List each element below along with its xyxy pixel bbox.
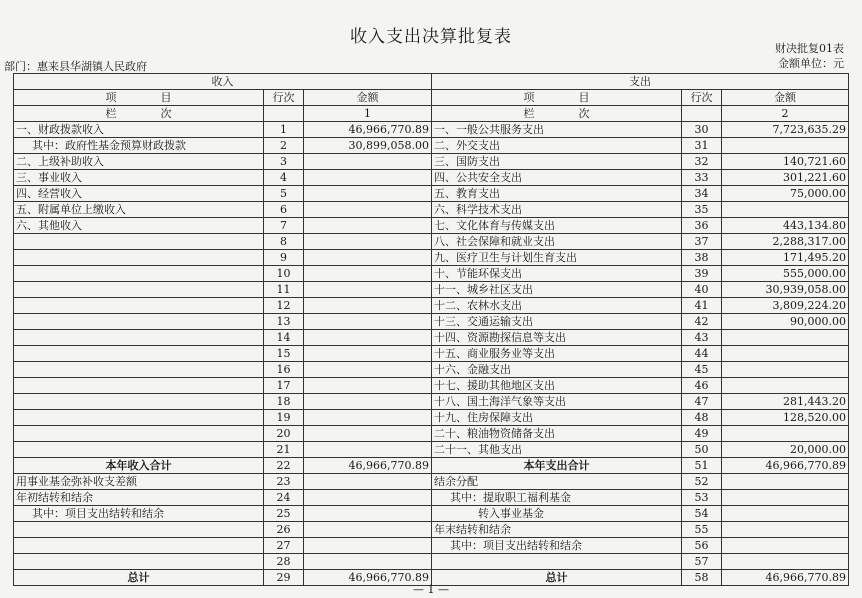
expense-row-no-cell: 55 [682, 522, 722, 538]
table-row [14, 234, 849, 250]
expense-row-no-cell: 33 [682, 170, 722, 186]
expense-amount-cell: 75,000.00 [722, 186, 849, 202]
income-row-no-cell: 7 [264, 218, 304, 234]
expense-item-cell: 十二、农林水支出 [432, 298, 682, 314]
income-amount-cell [304, 426, 432, 442]
income-row-no-cell: 4 [264, 170, 304, 186]
income-row-no-cell: 22 [264, 458, 304, 474]
expense-row-no-cell: 41 [682, 298, 722, 314]
expense-row-no-cell: 40 [682, 282, 722, 298]
expense-item-cell: 四、公共安全支出 [432, 170, 682, 186]
expense-amount-cell [722, 378, 849, 394]
income-item-cell [14, 410, 264, 426]
expense-amount-cell: 90,000.00 [722, 314, 849, 330]
table-section-header-row [14, 74, 849, 90]
income-row-no-cell: 10 [264, 266, 304, 282]
expense-amount-cell: 555,000.00 [722, 266, 849, 282]
income-row-no-cell: 6 [264, 202, 304, 218]
income-amount-cell [304, 314, 432, 330]
expense-lanci-label: 栏 次 [432, 106, 682, 122]
expense-item-cell: 二、外交支出 [432, 138, 682, 154]
expense-amount-header: 金额 [722, 90, 849, 106]
form-number: 财决批复01表 [775, 42, 844, 55]
income-amount-cell [304, 378, 432, 394]
income-lanci-label: 栏 次 [14, 106, 264, 122]
income-item-cell [14, 266, 264, 282]
expense-row-no-cell: 44 [682, 346, 722, 362]
table-column-header-row [14, 90, 849, 106]
income-amount-cell [304, 250, 432, 266]
expense-row-no-cell: 45 [682, 362, 722, 378]
table-column-index-row [14, 106, 849, 122]
expense-row-no-cell: 57 [682, 554, 722, 570]
income-row-no-cell: 13 [264, 314, 304, 330]
income-row-no-cell: 25 [264, 506, 304, 522]
table-row [14, 282, 849, 298]
expense-row-no-cell: 32 [682, 154, 722, 170]
income-row-no-cell: 8 [264, 234, 304, 250]
expense-item-cell: 年末结转和结余 [432, 522, 682, 538]
income-amount-cell [304, 202, 432, 218]
income-row-no-cell: 9 [264, 250, 304, 266]
expense-column-number: 2 [722, 106, 849, 122]
income-row-no-cell: 17 [264, 378, 304, 394]
expense-amount-cell [722, 362, 849, 378]
income-row-no-cell: 28 [264, 554, 304, 570]
income-amount-cell [304, 218, 432, 234]
expense-row-no-cell: 50 [682, 442, 722, 458]
expense-amount-cell: 3,809,224.20 [722, 298, 849, 314]
income-row-no-cell: 2 [264, 138, 304, 154]
expense-amount-cell [722, 426, 849, 442]
income-item-cell [14, 522, 264, 538]
expense-item-cell: 二十、粮油物资储备支出 [432, 426, 682, 442]
expense-row-no-cell: 36 [682, 218, 722, 234]
expense-item-cell: 八、社会保障和就业支出 [432, 234, 682, 250]
income-item-cell [14, 346, 264, 362]
income-amount-cell [304, 490, 432, 506]
expense-lanci-blank [682, 106, 722, 122]
income-row-no-cell: 26 [264, 522, 304, 538]
income-amount-cell [304, 234, 432, 250]
table-row [14, 378, 849, 394]
income-row-no-cell: 19 [264, 410, 304, 426]
income-item-cell: 用事业基金弥补收支差额 [14, 474, 264, 490]
expense-row-no-cell: 31 [682, 138, 722, 154]
expense-item-cell: 转入事业基金 [432, 506, 682, 522]
expense-amount-cell: 30,939,058.00 [722, 282, 849, 298]
income-amount-cell [304, 186, 432, 202]
expense-amount-cell [722, 202, 849, 218]
income-row-no-cell: 1 [264, 122, 304, 138]
expense-header: 支出 [432, 74, 849, 90]
table-row [14, 186, 849, 202]
income-item-cell: 其中：政府性基金预算财政拨款 [14, 138, 264, 154]
expense-item-cell: 九、医疗卫生与计划生育支出 [432, 250, 682, 266]
income-item-cell: 年初结转和结余 [14, 490, 264, 506]
table-row [14, 122, 849, 138]
income-item-cell [14, 554, 264, 570]
expense-row-no-cell: 51 [682, 458, 722, 474]
income-item-cell [14, 362, 264, 378]
income-row-no-header: 行次 [264, 90, 304, 106]
expense-row-no-cell: 37 [682, 234, 722, 250]
expense-amount-cell [722, 346, 849, 362]
table-row [14, 426, 849, 442]
income-item-cell [14, 250, 264, 266]
table-row [14, 442, 849, 458]
income-item-cell: 四、经营收入 [14, 186, 264, 202]
expense-item-cell: 十、节能环保支出 [432, 266, 682, 282]
expense-amount-cell: 7,723,635.29 [722, 122, 849, 138]
income-amount-cell [304, 266, 432, 282]
expense-amount-cell [722, 474, 849, 490]
table-row [14, 362, 849, 378]
income-row-no-cell: 18 [264, 394, 304, 410]
table-body [14, 122, 849, 586]
table-row [14, 474, 849, 490]
income-item-cell: 一、财政拨款收入 [14, 122, 264, 138]
income-item-cell: 总计 [14, 570, 264, 586]
expense-item-cell: 十八、国土海洋气象等支出 [432, 394, 682, 410]
expense-row-no-cell: 49 [682, 426, 722, 442]
expense-amount-cell: 2,288,317.00 [722, 234, 849, 250]
table-row [14, 522, 849, 538]
income-item-cell: 二、上级补助收入 [14, 154, 264, 170]
expense-amount-cell: 46,966,770.89 [722, 458, 849, 474]
table-row [14, 202, 849, 218]
expense-amount-cell [722, 506, 849, 522]
expense-item-cell: 其中：项目支出结转和结余 [432, 538, 682, 554]
expense-item-cell [432, 554, 682, 570]
expense-amount-cell [722, 490, 849, 506]
table-row [14, 458, 849, 474]
page-title: 收入支出决算批复表 [350, 27, 512, 47]
income-amount-cell: 46,966,770.89 [304, 122, 432, 138]
table-row [14, 154, 849, 170]
income-amount-cell [304, 538, 432, 554]
expense-row-no-cell: 34 [682, 186, 722, 202]
expense-amount-cell: 443,134.80 [722, 218, 849, 234]
income-lanci-blank [264, 106, 304, 122]
page-number: — 1 — [413, 583, 449, 596]
expense-amount-cell: 140,721.60 [722, 154, 849, 170]
expense-amount-cell [722, 538, 849, 554]
income-row-no-cell: 21 [264, 442, 304, 458]
table-row [14, 330, 849, 346]
income-item-cell [14, 298, 264, 314]
table-row [14, 394, 849, 410]
expense-row-no-header: 行次 [682, 90, 722, 106]
expense-row-no-cell: 39 [682, 266, 722, 282]
expense-item-cell: 十九、住房保障支出 [432, 410, 682, 426]
table-row [14, 490, 849, 506]
income-item-cell [14, 538, 264, 554]
income-amount-header: 金额 [304, 90, 432, 106]
income-amount-cell [304, 346, 432, 362]
expense-item-cell: 一、一般公共服务支出 [432, 122, 682, 138]
expense-row-no-cell: 43 [682, 330, 722, 346]
income-row-no-cell: 23 [264, 474, 304, 490]
income-row-no-cell: 14 [264, 330, 304, 346]
income-item-header: 项 目 [14, 90, 264, 106]
table-row [14, 314, 849, 330]
expense-row-no-cell: 52 [682, 474, 722, 490]
department-label: 部门：惠来县华湖镇人民政府 [4, 60, 147, 73]
income-row-no-cell: 29 [264, 570, 304, 586]
expense-amount-cell: 128,520.00 [722, 410, 849, 426]
income-amount-cell [304, 506, 432, 522]
income-item-cell [14, 442, 264, 458]
income-row-no-cell: 16 [264, 362, 304, 378]
income-header: 收入 [14, 74, 432, 90]
expense-row-no-cell: 54 [682, 506, 722, 522]
expense-item-cell: 十三、交通运输支出 [432, 314, 682, 330]
income-item-cell [14, 234, 264, 250]
table-row [14, 554, 849, 570]
income-row-no-cell: 24 [264, 490, 304, 506]
income-item-cell [14, 378, 264, 394]
income-row-no-cell: 3 [264, 154, 304, 170]
income-row-no-cell: 20 [264, 426, 304, 442]
income-item-cell: 本年收入合计 [14, 458, 264, 474]
income-amount-cell [304, 442, 432, 458]
table-row [14, 506, 849, 522]
expense-item-cell: 本年支出合计 [432, 458, 682, 474]
expense-amount-cell [722, 138, 849, 154]
table-row [14, 410, 849, 426]
expense-item-cell: 十四、资源勘探信息等支出 [432, 330, 682, 346]
expense-item-cell: 其中：提取职工福利基金 [432, 490, 682, 506]
expense-amount-cell [722, 330, 849, 346]
expense-amount-cell: 46,966,770.89 [722, 570, 849, 586]
income-item-cell [14, 330, 264, 346]
income-item-cell: 六、其他收入 [14, 218, 264, 234]
expense-item-cell: 结余分配 [432, 474, 682, 490]
expense-row-no-cell: 46 [682, 378, 722, 394]
income-amount-cell [304, 282, 432, 298]
expense-item-cell: 十七、援助其他地区支出 [432, 378, 682, 394]
income-item-cell [14, 426, 264, 442]
income-item-cell [14, 282, 264, 298]
expense-amount-cell [722, 554, 849, 570]
expense-amount-cell: 301,221.60 [722, 170, 849, 186]
table-row [14, 298, 849, 314]
income-item-cell [14, 394, 264, 410]
income-row-no-cell: 5 [264, 186, 304, 202]
expense-row-no-cell: 47 [682, 394, 722, 410]
expense-amount-cell: 171,495.20 [722, 250, 849, 266]
expense-row-no-cell: 35 [682, 202, 722, 218]
income-amount-cell [304, 362, 432, 378]
table-row [14, 138, 849, 154]
income-amount-cell [304, 410, 432, 426]
expense-row-no-cell: 30 [682, 122, 722, 138]
expense-item-cell: 五、教育支出 [432, 186, 682, 202]
expense-amount-cell: 20,000.00 [722, 442, 849, 458]
expense-amount-cell [722, 522, 849, 538]
income-row-no-cell: 11 [264, 282, 304, 298]
budget-table [13, 73, 849, 586]
income-amount-cell [304, 474, 432, 490]
table-row [14, 538, 849, 554]
expense-row-no-cell: 38 [682, 250, 722, 266]
income-amount-cell: 46,966,770.89 [304, 570, 432, 586]
income-row-no-cell: 12 [264, 298, 304, 314]
expense-item-cell: 六、科学技术支出 [432, 202, 682, 218]
amount-unit: 金额单位：元 [778, 57, 844, 70]
expense-item-header: 项 目 [432, 90, 682, 106]
expense-row-no-cell: 58 [682, 570, 722, 586]
income-row-no-cell: 15 [264, 346, 304, 362]
income-amount-cell: 30,899,058.00 [304, 138, 432, 154]
income-item-cell: 三、事业收入 [14, 170, 264, 186]
expense-amount-cell: 281,443.20 [722, 394, 849, 410]
expense-item-cell: 十六、金融支出 [432, 362, 682, 378]
table-row [14, 346, 849, 362]
income-amount-cell [304, 522, 432, 538]
expense-item-cell: 十一、城乡社区支出 [432, 282, 682, 298]
table-row [14, 170, 849, 186]
income-item-cell: 其中：项目支出结转和结余 [14, 506, 264, 522]
income-amount-cell [304, 170, 432, 186]
income-amount-cell [304, 154, 432, 170]
expense-item-cell: 七、文化体育与传媒支出 [432, 218, 682, 234]
income-amount-cell [304, 394, 432, 410]
expense-item-cell: 总计 [432, 570, 682, 586]
table-row [14, 218, 849, 234]
income-column-number: 1 [304, 106, 432, 122]
expense-item-cell: 十五、商业服务业等支出 [432, 346, 682, 362]
expense-row-no-cell: 48 [682, 410, 722, 426]
income-item-cell: 五、附属单位上缴收入 [14, 202, 264, 218]
table-row [14, 250, 849, 266]
income-item-cell [14, 314, 264, 330]
expense-row-no-cell: 42 [682, 314, 722, 330]
income-row-no-cell: 27 [264, 538, 304, 554]
expense-row-no-cell: 53 [682, 490, 722, 506]
income-amount-cell [304, 298, 432, 314]
table-row [14, 266, 849, 282]
expense-item-cell: 二十一、其他支出 [432, 442, 682, 458]
income-amount-cell [304, 554, 432, 570]
expense-row-no-cell: 56 [682, 538, 722, 554]
income-amount-cell [304, 330, 432, 346]
income-amount-cell: 46,966,770.89 [304, 458, 432, 474]
expense-item-cell: 三、国防支出 [432, 154, 682, 170]
